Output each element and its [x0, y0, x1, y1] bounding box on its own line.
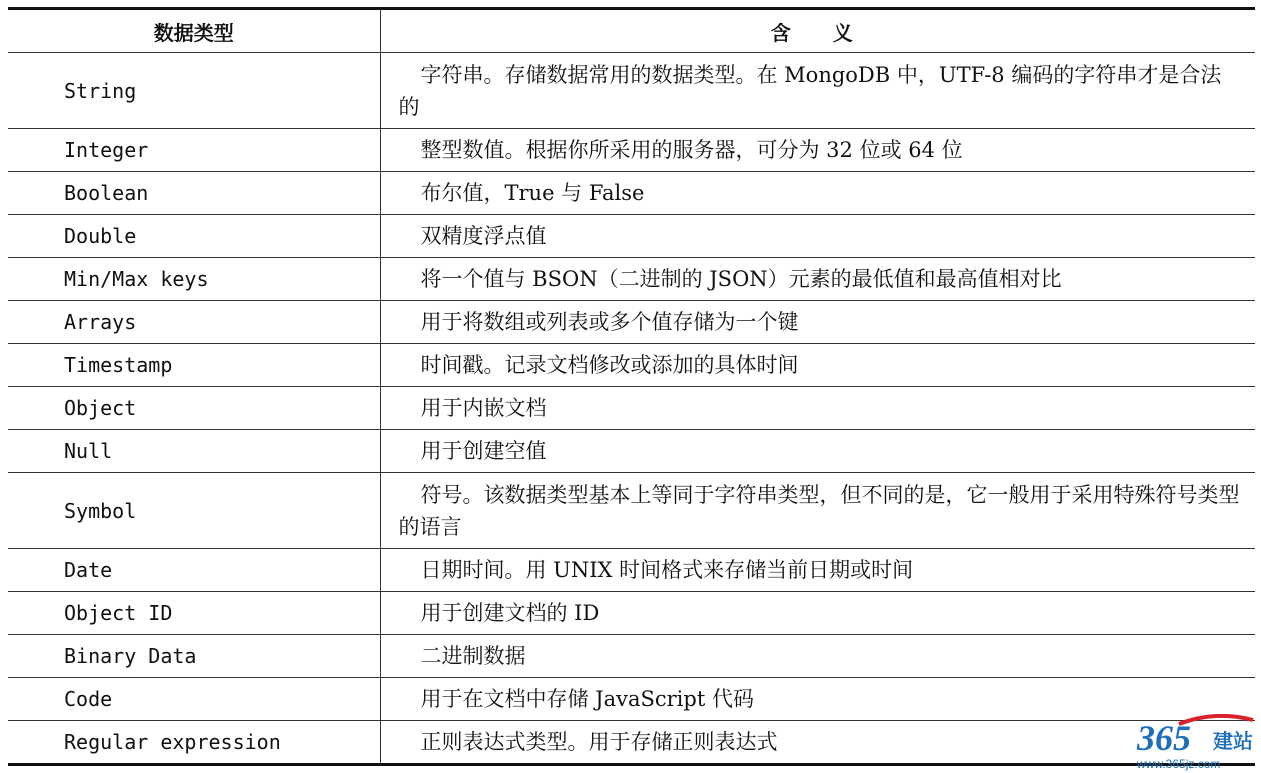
- desc-cell: [380, 721, 1255, 765]
- type-cell: Binary Data: [8, 635, 380, 678]
- site-watermark-logo: [1135, 714, 1259, 772]
- type-cell: Null: [8, 430, 380, 473]
- desc-cell: [380, 344, 1255, 387]
- table-row: [8, 430, 1255, 473]
- table-row: [8, 129, 1255, 172]
- desc-text: 将一个值与 BSON（二进制的 JSON）元素的最低值和最高值相对比: [420, 267, 1062, 291]
- desc-cell: [380, 635, 1255, 678]
- logo-url: www.365jz.com: [1137, 757, 1221, 771]
- table-row: [8, 301, 1255, 344]
- table-row: [8, 635, 1255, 678]
- header-meaning: 含义: [380, 9, 1255, 53]
- desc-text: 符号。该数据类型基本上等同于字符串类型，但不同的是，它一般用于采用特殊符号类型的语言: [398, 482, 1240, 539]
- type-cell: Object: [8, 387, 380, 430]
- desc-text: 整型数值。根据你所采用的服务器，可分为 32 位或 64 位: [420, 138, 963, 162]
- header-row: [8, 9, 1255, 53]
- type-cell: Min/Max keys: [8, 258, 380, 301]
- desc-text: 二进制数据: [420, 644, 526, 668]
- type-cell: Arrays: [8, 301, 380, 344]
- desc-cell: [380, 678, 1255, 721]
- desc-text: 日期时间。用 UNIX 时间格式来存储当前日期或时间: [420, 558, 914, 582]
- type-cell: Symbol: [8, 473, 380, 549]
- desc-text: 用于内嵌文档: [420, 396, 547, 420]
- desc-cell: [380, 430, 1255, 473]
- table-row: [8, 258, 1255, 301]
- desc-cell: [380, 592, 1255, 635]
- desc-text: 字符串。存储数据常用的数据类型。在 MongoDB 中，UTF-8 编码的字符串才是合法的: [398, 62, 1222, 119]
- desc-cell: [380, 129, 1255, 172]
- type-cell: Timestamp: [8, 344, 380, 387]
- desc-cell: [380, 549, 1255, 592]
- desc-text: 用于创建空值: [420, 439, 547, 463]
- header-type: 数据类型: [8, 9, 380, 53]
- table-row: [8, 215, 1255, 258]
- desc-text: 布尔值，True 与 False: [420, 181, 645, 205]
- table-row: [8, 344, 1255, 387]
- desc-text: 双精度浮点值: [420, 224, 547, 248]
- type-cell: String: [8, 53, 380, 129]
- type-cell: Object ID: [8, 592, 380, 635]
- desc-text: 用于创建文档的 ID: [420, 601, 600, 625]
- desc-text: 正则表达式类型。用于存储正则表达式: [420, 730, 778, 754]
- type-cell: Double: [8, 215, 380, 258]
- data-types-table: [8, 7, 1255, 766]
- desc-cell: [380, 172, 1255, 215]
- table-row: [8, 592, 1255, 635]
- type-cell: Regular expression: [8, 721, 380, 765]
- type-cell: Integer: [8, 129, 380, 172]
- desc-cell: [380, 473, 1255, 549]
- desc-cell: [380, 215, 1255, 258]
- table-row: [8, 53, 1255, 129]
- type-cell: Code: [8, 678, 380, 721]
- desc-cell: [380, 387, 1255, 430]
- desc-text: 用于将数组或列表或多个值存储为一个键: [420, 310, 799, 334]
- table-row: [8, 473, 1255, 549]
- desc-cell: [380, 258, 1255, 301]
- table-row: [8, 678, 1255, 721]
- desc-text: 用于在文档中存储 JavaScript 代码: [420, 687, 754, 711]
- type-cell: Date: [8, 549, 380, 592]
- table-row: [8, 387, 1255, 430]
- logo-number: 365: [1137, 718, 1191, 758]
- desc-cell: [380, 53, 1255, 129]
- type-cell: Boolean: [8, 172, 380, 215]
- desc-cell: [380, 301, 1255, 344]
- logo-cn-text: 建站: [1213, 729, 1253, 753]
- table-row: [8, 549, 1255, 592]
- desc-text: 时间戳。记录文档修改或添加的具体时间: [420, 353, 799, 377]
- table-row: [8, 721, 1255, 765]
- table-row: [8, 172, 1255, 215]
